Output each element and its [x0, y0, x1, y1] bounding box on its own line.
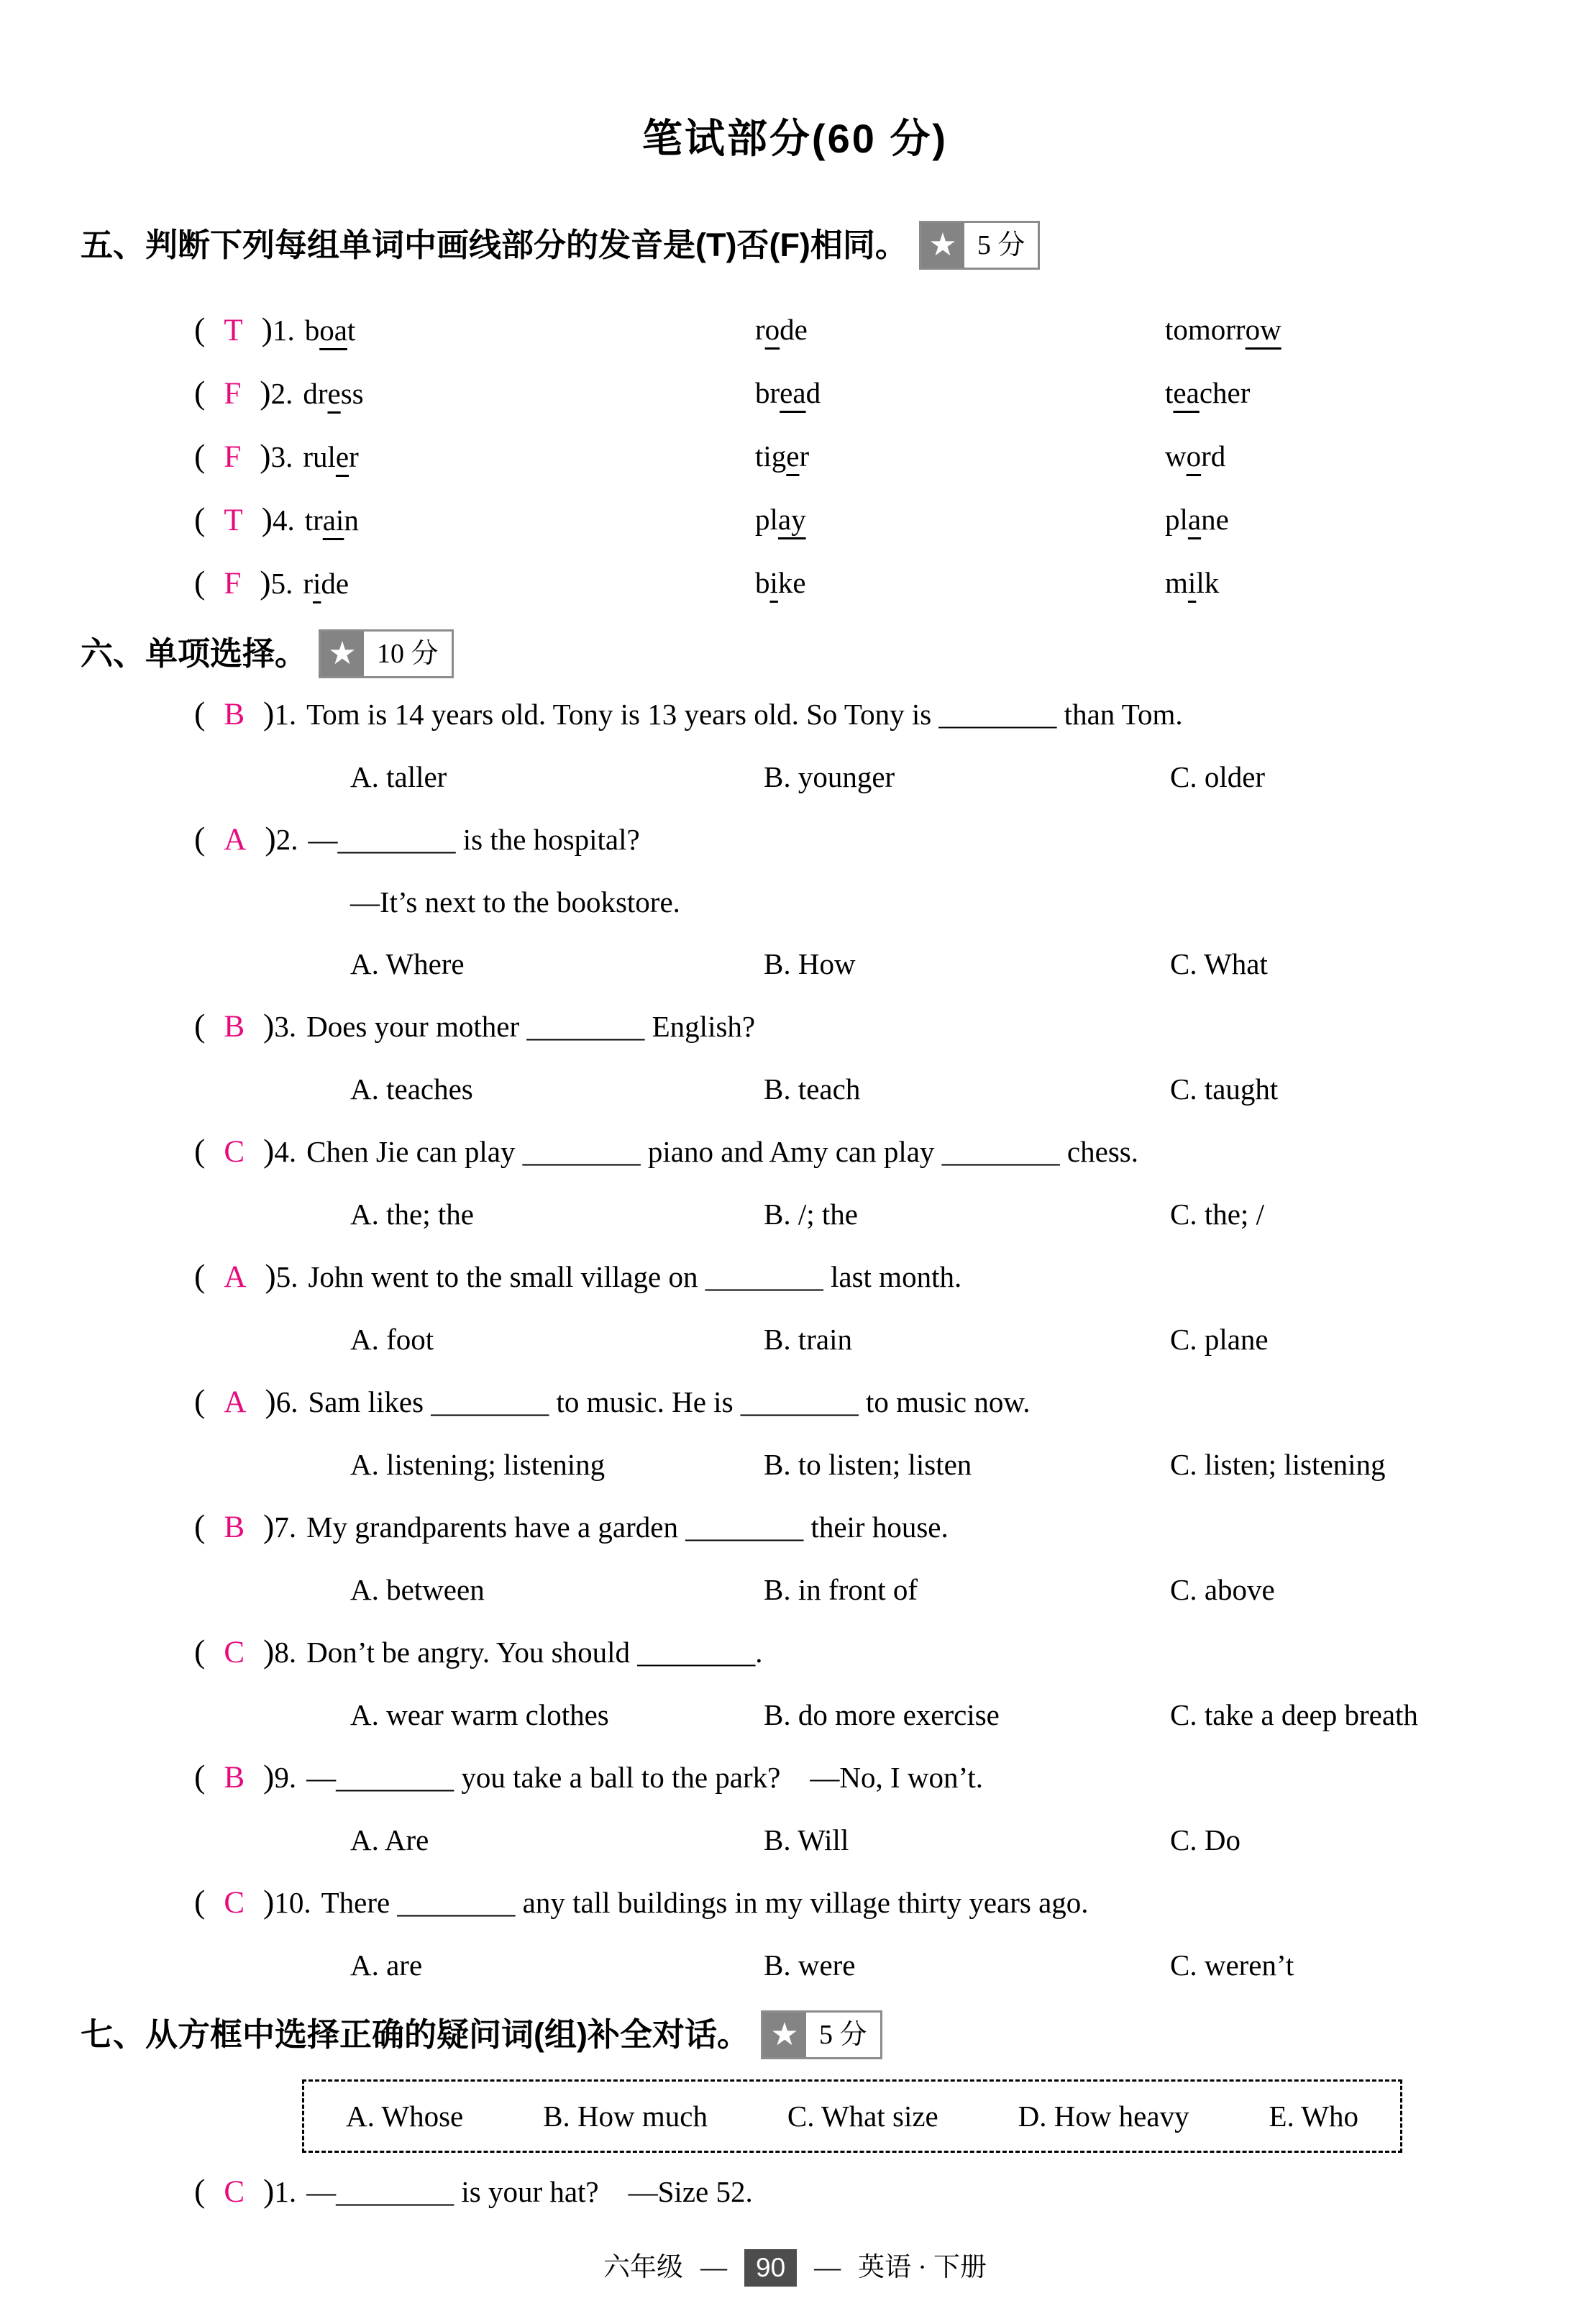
word-suffix: t [347, 314, 356, 347]
phonics-cell [755, 362, 1165, 425]
word-bank [302, 2079, 1402, 2153]
option-item: B. /; the [764, 1198, 858, 1231]
phonics-row [194, 299, 1518, 362]
phonics-row [194, 552, 1518, 615]
phonics-cell [755, 488, 1165, 552]
word-underlined-letters: a [1187, 503, 1202, 536]
word-suffix: ke [777, 566, 806, 599]
answer-cell [194, 374, 303, 411]
word-suffix: d [805, 376, 821, 409]
star-icon: ★ [921, 223, 964, 268]
option-item: B. Will [764, 1823, 849, 1856]
word-underlined-letters: e [786, 439, 800, 473]
answer-cell [194, 695, 306, 732]
question-text: —________ is the hospital? [308, 823, 640, 856]
section-six-heading [81, 625, 1518, 683]
question-number: 4. [272, 503, 295, 537]
option-item: C. taught [1170, 1072, 1279, 1106]
answer-cell [194, 1633, 306, 1669]
question-number: 2. [270, 377, 293, 410]
option-row [350, 1684, 1518, 1746]
option-item: C. plane [1170, 1323, 1269, 1356]
phonics-cell [755, 425, 1165, 488]
paren-open: ( [194, 437, 206, 474]
answer-cell [194, 1883, 321, 1920]
multiple-choice-questions [72, 683, 1518, 1996]
paren-close: ) [265, 820, 276, 857]
option-item: A. taller [350, 760, 447, 793]
word-suffix: lk [1196, 566, 1220, 599]
paren-close: ) [265, 1382, 276, 1419]
option-row [350, 1308, 1518, 1370]
phonics-cell [1165, 552, 1518, 615]
word-suffix: rd [1201, 439, 1226, 473]
phonics-word [303, 440, 358, 473]
paren-open: ( [194, 311, 206, 347]
option-item: A. are [350, 1949, 423, 1982]
answer-letter: B [224, 698, 245, 732]
option-item: B. in front of [764, 1573, 918, 1606]
phonics-row [194, 362, 1518, 425]
answer-letter: F [224, 567, 242, 601]
paren-close: ) [261, 311, 273, 347]
word-suffix: r [349, 440, 359, 473]
paren-close: ) [260, 437, 271, 474]
answer-letter: C [224, 1135, 245, 1169]
phonics-cell [1165, 488, 1518, 552]
phonics-word [755, 503, 806, 536]
question-number: 1. [272, 314, 295, 347]
option-item: A. Are [350, 1823, 429, 1856]
phonics-word [755, 566, 806, 599]
phonics-cell [1165, 299, 1518, 362]
word-underlined-letters: i [769, 566, 778, 599]
paren-close: ) [260, 564, 271, 601]
paren-close: ) [260, 374, 271, 411]
word-underlined-letters: i [312, 567, 321, 600]
phonics-word [303, 567, 349, 600]
option-item: A. between [350, 1573, 485, 1606]
question-number: 8. [274, 1636, 297, 1669]
footer-book: 英语 · 下册 [858, 2253, 987, 2282]
phonics-word [1165, 376, 1250, 409]
question-number: 5. [270, 567, 293, 600]
question-line [194, 1871, 1518, 1934]
answer-letter: B [224, 1761, 245, 1795]
option-row [350, 1809, 1518, 1871]
phonics-word [755, 313, 808, 346]
paren-open: ( [194, 1633, 206, 1669]
word-prefix: r [755, 313, 765, 346]
question-number: 1. [274, 2175, 297, 2208]
option-item: A. listening; listening [350, 1448, 606, 1481]
option-item: C. take a deep breath [1170, 1698, 1418, 1731]
question-text: Chen Jie can play ________ piano and Amy can play ________ chess. [306, 1135, 1138, 1168]
page-number-badge: 90 [744, 2249, 797, 2287]
footer-grade: 六年级 [603, 2253, 683, 2282]
word-suffix: ne [1201, 503, 1229, 536]
question-line [194, 1621, 1518, 1684]
score-badge [319, 629, 454, 678]
question-text: John went to the small village on ________ last month. [308, 1260, 962, 1293]
option-item: C. listen; listening [1170, 1448, 1386, 1481]
question-line [194, 1120, 1518, 1183]
question-text: Tom is 14 years old. Tony is 13 years old. So Tony is ________ than Tom. [306, 698, 1183, 731]
answer-letter: F [224, 440, 242, 474]
word-prefix: pl [1165, 503, 1188, 536]
option-item: B. teach [764, 1072, 861, 1106]
question-number: 10. [274, 1886, 311, 1919]
section-seven-heading-text: 七、从方框中选择正确的疑问词(组)补全对话。 [81, 2016, 749, 2053]
word-bank-item: D. How heavy [1018, 2100, 1189, 2133]
paren-open: ( [194, 1508, 206, 1544]
word-underlined-letters: o [1186, 439, 1202, 473]
section-five-heading-text: 五、判断下列每组单词中画线部分的发音是(T)否(F)相同。 [81, 227, 908, 263]
question-line [194, 683, 1518, 746]
option-item: B. train [764, 1323, 852, 1356]
answer-letter: C [224, 1886, 245, 1920]
phonics-word [1165, 503, 1229, 536]
option-item: A. the; the [350, 1198, 474, 1231]
option-item: C. weren’t [1170, 1949, 1294, 1982]
phonics-cell [1165, 425, 1518, 488]
word-prefix: tig [755, 439, 787, 473]
score-label: 5 分 [806, 2013, 880, 2057]
phonics-cell [755, 552, 1165, 615]
phonics-word [755, 439, 809, 473]
question-line [194, 1495, 1518, 1559]
answer-letter: A [224, 823, 247, 857]
word-suffix: n [344, 503, 359, 537]
paren-open: ( [194, 820, 206, 857]
paren-close: ) [263, 1883, 275, 1920]
question-number: 2. [275, 823, 298, 856]
star-icon: ★ [763, 2013, 806, 2057]
section-five-heading [81, 217, 1518, 274]
option-item: B. younger [764, 760, 895, 793]
section-seven-heading [81, 2006, 1518, 2064]
option-row [350, 1434, 1518, 1495]
word-bank-item: A. Whose [346, 2100, 464, 2133]
footer-dash: — [814, 2253, 841, 2282]
word-underlined-letters: oa [319, 314, 347, 347]
paren-close: ) [261, 501, 273, 537]
answer-cell [194, 311, 305, 347]
phonics-word [1165, 439, 1225, 473]
word-prefix: pl [755, 503, 778, 536]
phonics-rows [72, 299, 1518, 615]
phonics-cell [194, 425, 755, 488]
option-row [350, 746, 1518, 808]
question-continuation: —It’s next to the bookstore. [350, 885, 680, 919]
word-prefix: m [1165, 566, 1188, 599]
paren-open: ( [194, 564, 206, 601]
option-row [350, 1559, 1518, 1621]
phonics-row [194, 425, 1518, 488]
word-underlined-letters: e [327, 377, 341, 410]
footer-dash: — [700, 2253, 727, 2282]
answer-cell [194, 820, 308, 857]
dialogue-questions [72, 2160, 1518, 2223]
answer-cell [194, 1510, 306, 1544]
paren-close: ) [265, 1257, 276, 1294]
answer-letter: C [224, 1636, 245, 1669]
answer-cell [194, 1257, 308, 1294]
paren-close: ) [263, 695, 275, 732]
question-number: 6. [275, 1385, 298, 1418]
answer-cell [194, 437, 303, 474]
question-number: 4. [274, 1135, 297, 1168]
word-prefix: b [304, 314, 320, 347]
word-bank-item: E. Who [1269, 2100, 1358, 2133]
question-line [194, 1370, 1518, 1434]
word-prefix: dr [303, 377, 328, 410]
answer-letter: T [224, 314, 243, 347]
option-item: C. What [1170, 947, 1268, 980]
option-item: A. Where [350, 947, 465, 980]
answer-cell [194, 1132, 306, 1169]
question-text: Sam likes ________ to music. He is ________ to music now. [308, 1385, 1031, 1418]
word-suffix: ss [340, 377, 364, 410]
phonics-row [194, 488, 1518, 552]
option-row [350, 1058, 1518, 1120]
score-badge [919, 221, 1041, 270]
phonics-word [305, 314, 356, 347]
option-item: B. were [764, 1949, 856, 1982]
word-underlined-letters: i [1187, 566, 1197, 599]
question-text: —________ you take a ball to the park? —No, I won’t. [306, 1761, 984, 1794]
option-row [350, 1934, 1518, 1996]
phonics-cell [194, 552, 755, 615]
phonics-cell [194, 299, 755, 362]
phonics-cell [194, 362, 755, 425]
option-item: C. above [1170, 1573, 1275, 1606]
word-prefix: tr [304, 503, 323, 537]
paren-open: ( [194, 1132, 206, 1169]
word-underlined-letters: o [764, 313, 780, 346]
paren-close: ) [263, 1633, 275, 1669]
option-item: C. Do [1170, 1823, 1241, 1856]
phonics-cell [755, 299, 1165, 362]
answer-cell [194, 2172, 306, 2209]
question-text: My grandparents have a garden ________ their house. [306, 1510, 949, 1544]
question-line [194, 1746, 1518, 1809]
question-text: Don’t be angry. You should ________. [306, 1636, 763, 1669]
question-number: 1. [274, 698, 297, 731]
question-number: 3. [270, 440, 293, 473]
word-prefix: b [755, 566, 770, 599]
paren-open: ( [194, 1257, 206, 1294]
question-line [194, 2160, 1518, 2223]
word-underlined-letters: ai [322, 503, 344, 537]
paren-open: ( [194, 1758, 206, 1795]
word-prefix: t [1165, 376, 1174, 409]
option-item: A. wear warm clothes [350, 1698, 609, 1731]
word-suffix: cher [1199, 376, 1251, 409]
paren-open: ( [194, 1382, 206, 1419]
question-number: 9. [274, 1761, 297, 1794]
question-number: 3. [274, 1010, 297, 1043]
word-suffix: r [799, 439, 810, 473]
score-label: 10 分 [364, 632, 452, 676]
word-bank-item: C. What size [787, 2100, 938, 2133]
paren-open: ( [194, 374, 206, 411]
option-item: C. older [1170, 760, 1266, 793]
phonics-cell [194, 488, 755, 552]
answer-cell [194, 564, 303, 601]
question-number: 7. [274, 1510, 297, 1544]
word-prefix: w [1165, 439, 1187, 473]
answer-letter: F [224, 377, 242, 411]
answer-cell [194, 1382, 308, 1419]
paren-close: ) [263, 1758, 275, 1795]
answer-letter: A [224, 1260, 247, 1294]
option-item: B. to listen; listen [764, 1448, 972, 1481]
word-underlined-letters: ea [1173, 376, 1200, 409]
phonics-word [303, 377, 363, 410]
section-six-heading-text: 六、单项选择。 [81, 635, 308, 672]
word-underlined-letters: ay [777, 503, 806, 536]
word-underlined-letters: ow [1245, 313, 1281, 346]
answer-cell [194, 1758, 306, 1795]
paren-close: ) [263, 2172, 275, 2209]
question-text: There ________ any tall buildings in my village thirty years ago. [321, 1886, 1089, 1919]
word-prefix: br [755, 376, 780, 409]
paren-close: ) [263, 1132, 275, 1169]
option-item: A. teaches [350, 1072, 473, 1106]
option-row [350, 1183, 1518, 1245]
paren-open: ( [194, 695, 206, 732]
option-item: A. foot [350, 1323, 434, 1356]
question-line [194, 1245, 1518, 1308]
word-suffix: de [780, 313, 808, 346]
option-item: B. How [764, 947, 856, 980]
question-line [194, 808, 1518, 871]
paren-open: ( [194, 501, 206, 537]
page-title: 笔试部分(60 分) [641, 116, 949, 161]
word-underlined-letters: ea [780, 376, 806, 409]
word-suffix: de [321, 567, 349, 600]
answer-letter: A [224, 1385, 247, 1419]
phonics-word [1165, 313, 1281, 346]
word-bank-item: B. How much [543, 2100, 708, 2133]
score-label: 5 分 [964, 223, 1038, 268]
paren-open: ( [194, 1007, 206, 1044]
word-prefix: rul [303, 440, 336, 473]
phonics-word [305, 503, 359, 537]
phonics-cell [1165, 362, 1518, 425]
option-item: B. do more exercise [764, 1698, 1000, 1731]
paren-close: ) [263, 1007, 275, 1044]
paren-close: ) [263, 1508, 275, 1544]
answer-letter: C [224, 2175, 245, 2209]
word-underlined-letters: e [335, 440, 349, 473]
answer-cell [194, 1007, 306, 1044]
option-row [350, 933, 1518, 995]
phonics-word [755, 376, 821, 409]
paren-open: ( [194, 2172, 206, 2209]
word-prefix: r [303, 567, 313, 600]
option-item: C. the; / [1170, 1198, 1264, 1231]
star-icon: ★ [321, 632, 364, 676]
question-line [194, 995, 1518, 1058]
answer-letter: T [224, 503, 243, 537]
score-badge [761, 2010, 882, 2059]
paren-open: ( [194, 1883, 206, 1920]
phonics-word [1165, 566, 1219, 599]
question-text: Does your mother ________ English? [306, 1010, 756, 1043]
question-text: —________ is your hat? —Size 52. [306, 2175, 753, 2208]
page-footer [72, 2248, 1518, 2288]
answer-letter: B [224, 1010, 245, 1044]
answer-letter: B [224, 1510, 245, 1544]
word-prefix: tomorr [1165, 313, 1246, 346]
question-number: 5. [275, 1260, 298, 1293]
answer-cell [194, 503, 305, 537]
